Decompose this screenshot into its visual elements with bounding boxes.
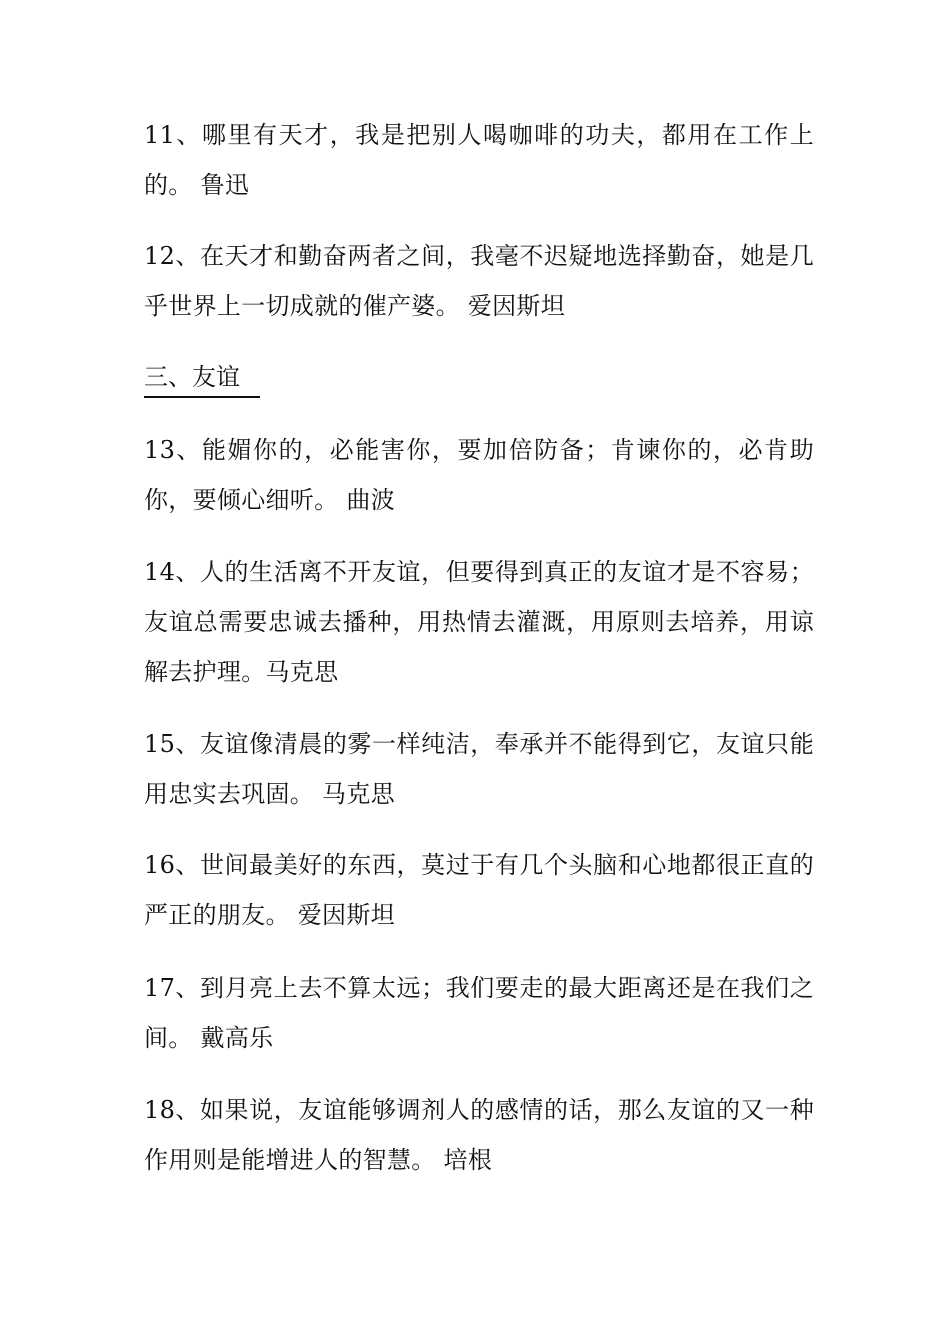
section-heading: 三、友谊 xyxy=(144,352,260,398)
quote-paragraph-16: 16、世间最美好的东西，莫过于有几个头脑和心地都很正直的严正的朋友。 爱因斯坦 xyxy=(144,851,814,929)
quote-paragraph-12: 12、在天才和勤奋两者之间，我毫不迟疑地选择勤奋，她是几乎世界上一切成就的催产婆。 爱因斯坦 xyxy=(144,242,814,320)
quote-paragraph-18: 18、如果说，友谊能够调剂人的感情的话，那么友谊的又一种作用则是能增进人的智慧。 培根 xyxy=(144,1096,814,1174)
quote-paragraph-14: 14、人的生活离不开友谊，但要得到真正的友谊才是不容易；友谊总需要忠诚去播种，用热情去灌溉，用原则去培养，用谅解去护理。马克思 xyxy=(144,558,814,686)
quote-paragraph-11: 11、哪里有天才，我是把别人喝咖啡的功夫，都用在工作上的。 鲁迅 xyxy=(144,121,814,199)
quote-paragraph-15: 15、友谊像清晨的雾一样纯洁，奉承并不能得到它，友谊只能用忠实去巩固。 马克思 xyxy=(144,730,814,808)
quote-paragraph-13: 13、能媚你的，必能害你，要加倍防备；肯谏你的，必肯助你，要倾心细听。 曲波 xyxy=(144,436,814,514)
quote-paragraph-17: 17、到月亮上去不算太远；我们要走的最大距离还是在我们之间。 戴高乐 xyxy=(144,974,814,1052)
